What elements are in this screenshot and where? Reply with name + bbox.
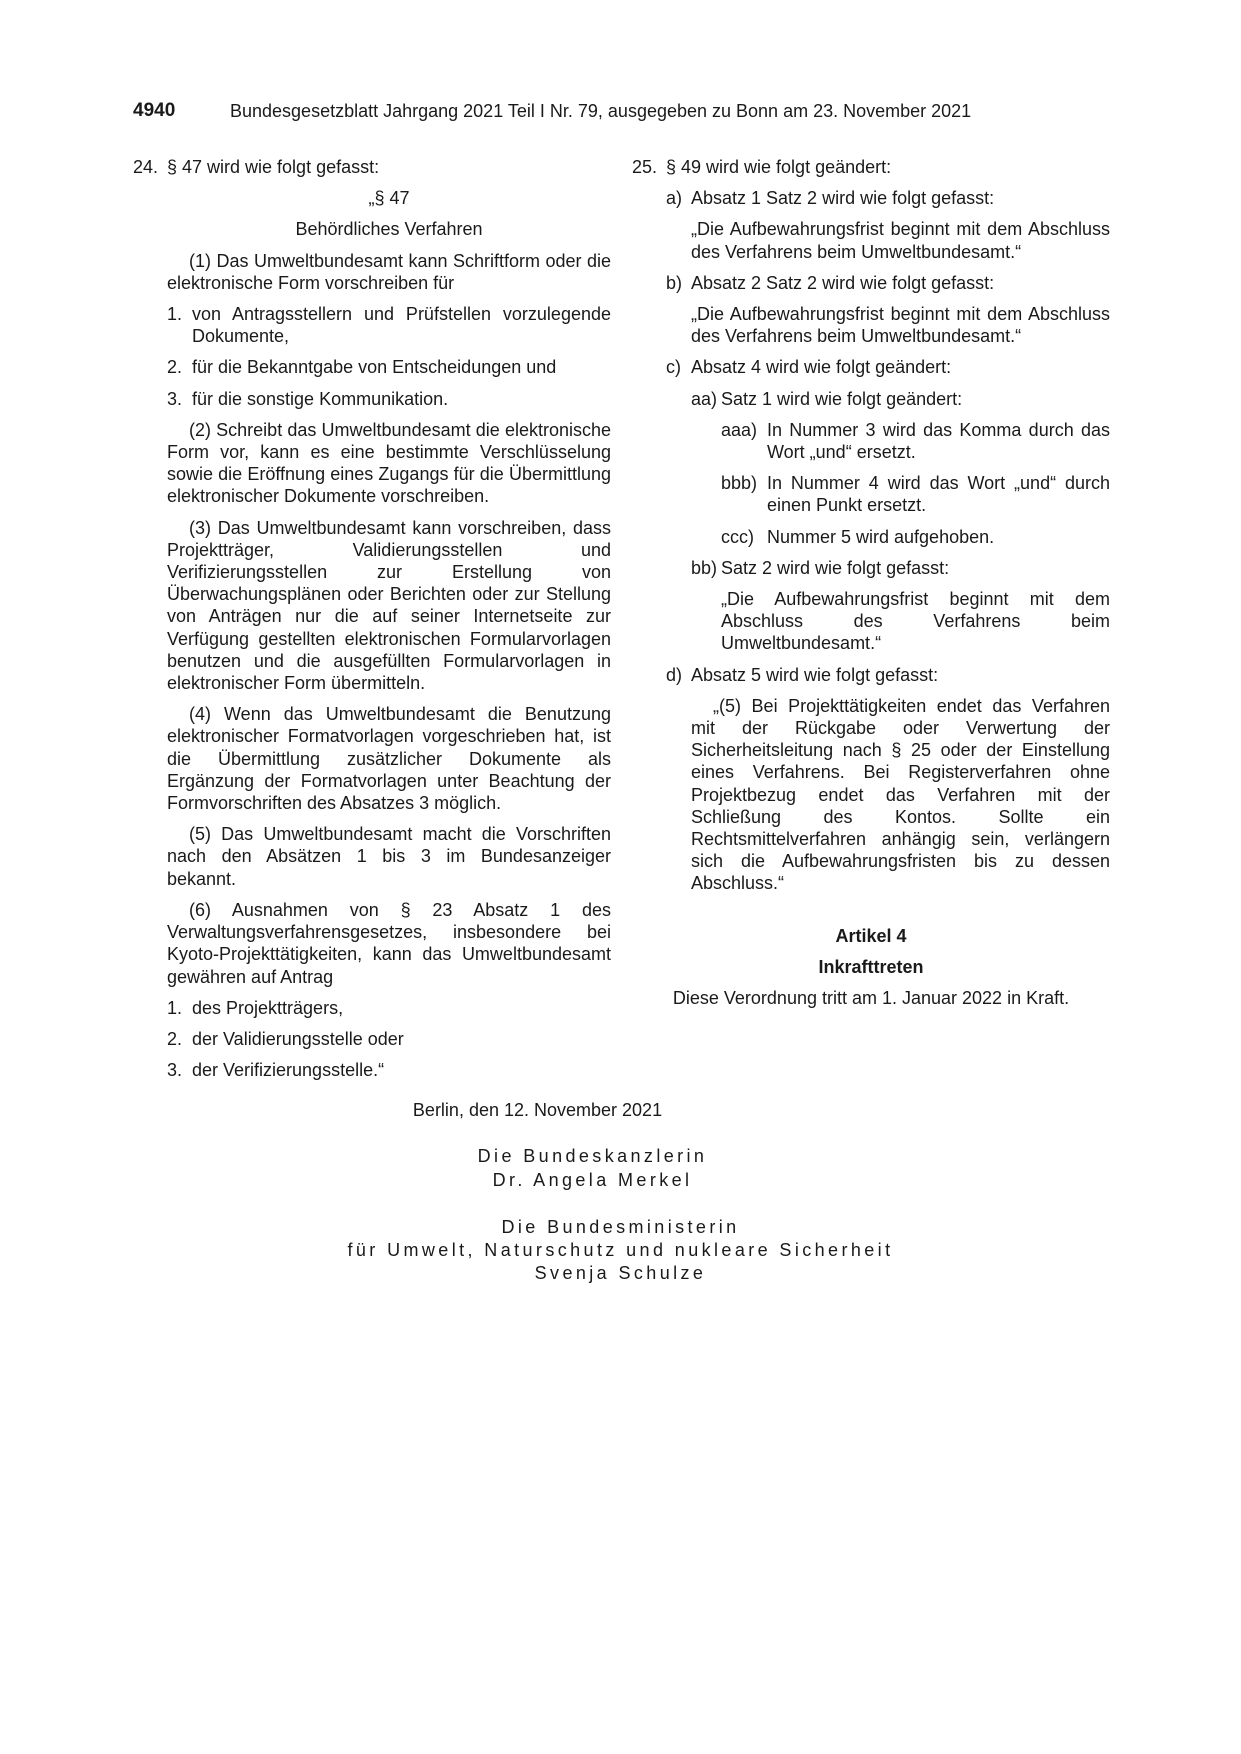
amendment-item-25 [632, 156, 1110, 178]
list-text: für die sonstige Kommunikation. [192, 388, 449, 409]
list-text: für die Bekanntgabe von Entscheidungen und [192, 357, 557, 378]
absatz-1: (1) Das Umweltbundesamt kann Schriftform oder die elektronische Form vorschreiben für [167, 250, 611, 293]
absatz-6: (6) Ausnahmen von § 23 Absatz 1 des Verwaltungsverfahrensgesetzes, insbesondere bei Kyoto-Projekttätigkeiten, kann das Umweltbundesamt gewähren auf Antrag [167, 899, 611, 987]
quote-a: „Die Aufbewahrungsfrist beginnt mit dem Abschluss des Verfahrens beim Umweltbundesamt.“ [691, 219, 1110, 262]
list-text: der Validierungsstelle oder [192, 1028, 404, 1049]
sub-item-bbb [632, 472, 1110, 516]
sub-item-letter: ccc) [721, 526, 754, 547]
quote-bb: „Die Aufbewahrungsfrist beginnt mit dem Abschluss des Verfahrens beim Umweltbundesamt.“ [721, 589, 1110, 654]
page-header [133, 100, 1013, 128]
sub-item-letter: b) [666, 272, 683, 293]
sub-item-aa [632, 388, 1110, 410]
list-item [167, 1059, 611, 1081]
sub-item-text: Satz 2 wird wie folgt gefasst: [721, 557, 950, 578]
absatz-3: (3) Das Umweltbundesamt kann vorschreiben, dass Projektträger, Validierungsstellen und Verifizierungsstellen zur Erstellung von Überwachungsplänen oder Berichten oder zur Stellung von Anträgen nur die auf seiner Internetseite zur Verfügung gestellten elektronischen Formularvorlagen benutzen und die ausgefüllten Formularvorlagen in elektronischer Form übermitteln. [167, 517, 611, 694]
sub-item-d [632, 664, 1110, 686]
list-number: 1. [167, 304, 183, 325]
sub-item-letter: bb) [691, 557, 718, 578]
sub-item-c [632, 356, 1110, 378]
sub-item-text: Absatz 5 wird wie folgt gefasst: [691, 664, 939, 685]
list-item [167, 1028, 611, 1050]
list-number: 3. [167, 1060, 183, 1081]
kanzlerin-name [55, 1170, 1130, 1191]
item-text: § 49 wird wie folgt geändert: [666, 157, 892, 177]
sub-item-letter: a) [666, 188, 683, 209]
place-date: Berlin, den 12. November 2021 [412, 1100, 663, 1120]
sub-item-letter: aaa) [721, 419, 758, 440]
sub-item-bb [632, 557, 1110, 579]
sub-item-text: Absatz 2 Satz 2 wird wie folgt gefasst: [691, 272, 995, 293]
sub-item-text: In Nummer 4 wird das Wort „und“ durch einen Punkt ersetzt. [767, 473, 1110, 516]
item-text: § 47 wird wie folgt gefasst: [167, 157, 380, 177]
amendment-item-24 [133, 156, 611, 178]
artikel-text: Diese Verordnung tritt am 1. Januar 2022 in Kraft. [672, 988, 1070, 1009]
list-item [167, 388, 611, 410]
sub-item-text: In Nummer 3 wird das Komma durch das Wort „und“ ersetzt. [767, 419, 1110, 463]
artikel-title: Inkrafttreten [818, 956, 924, 977]
paragraph-title: Behördliches Verfahren [295, 219, 483, 240]
artikel-heading: Artikel 4 [835, 925, 907, 946]
list-text: von Antragsstellern und Prüfstellen vorzulegende Dokumente, [192, 304, 611, 347]
quote-b: „Die Aufbewahrungsfrist beginnt mit dem Abschluss des Verfahrens beim Umweltbundesamt.“ [691, 304, 1110, 347]
item-number: 25. [632, 157, 658, 177]
list-item [167, 997, 611, 1019]
sub-item-letter: bbb) [721, 473, 758, 494]
list-number: 1. [167, 997, 183, 1018]
kanzlerin-title: Die Bundeskanzlerin [477, 1146, 708, 1166]
sub-item-a [632, 187, 1110, 209]
left-column [133, 156, 611, 1081]
absatz-5: (5) Das Umweltbundesamt macht die Vorschriften nach den Absätzen 1 bis 3 im Bundesanzeiger bekannt. [167, 824, 611, 889]
absatz-4: (4) Wenn das Umweltbundesamt die Benutzung elektronischer Formatvorlagen vorgeschrieben hat, ist die Übermittlung zusätzlicher Dokumente als Ergänzung der Formatvorlagen unter Beachtung der Formvorschriften des Absatzes 3 möglich. [167, 704, 611, 814]
sub-item-text: Absatz 4 wird wie folgt geändert: [691, 357, 952, 378]
sub-item-letter: aa) [691, 388, 718, 409]
ministerin-name: Svenja Schulze [534, 1263, 707, 1283]
running-title: Bundesgesetzblatt Jahrgang 2021 Teil I Nr. 79, ausgegeben zu Bonn am 23. November 2021 [230, 101, 972, 121]
list-text: des Projektträgers, [192, 997, 344, 1018]
list-item [167, 356, 611, 378]
sub-item-letter: c) [666, 357, 681, 378]
ministerin-title: Die Bundesministerin [501, 1217, 740, 1237]
kanzlerin-name-text: Dr. Angela Merkel [492, 1170, 693, 1190]
page-number: 4940 [133, 100, 176, 121]
sub-item-ccc [632, 526, 1110, 548]
sub-item-text: Nummer 5 wird aufgehoben. [767, 526, 995, 547]
list-number: 2. [167, 1028, 183, 1049]
sub-item-letter: d) [666, 664, 683, 685]
sub-item-text: Satz 1 wird wie folgt geändert: [721, 388, 963, 409]
list-text: der Verifizierungsstelle.“ [192, 1060, 385, 1081]
sub-item-b [632, 272, 1110, 294]
sub-item-text: Absatz 1 Satz 2 wird wie folgt gefasst: [691, 188, 995, 209]
right-column [632, 156, 1110, 1009]
list-number: 3. [167, 388, 183, 409]
item-number: 24. [133, 157, 159, 177]
list-number: 2. [167, 357, 183, 378]
absatz-2: (2) Schreibt das Umweltbundesamt die elektronische Form vor, kann es eine bestimmte Verschlüsselung sowie die Eröffnung eines Zugangs für die Übermittlung elektronischer Dokumente vorschreiben. [167, 419, 611, 507]
list-item [167, 303, 611, 347]
ministerin-office: für Umwelt, Naturschutz und nukleare Sicherheit [347, 1240, 894, 1260]
paragraph-heading: „§ 47 [368, 188, 410, 209]
sub-item-aaa [632, 419, 1110, 463]
quote-d: „(5) Bei Projekttätigkeiten endet das Verfahren mit der Rückgabe oder Verwertung der Sicherheitsleitung nach § 25 oder der Einstellung eines Verfahrens. Bei Registerverfahren ohne Projektbezug endet das Verfahren mit der Schließung des Kontos. Sollte ein Rechtsmittelverfahren anhängig sein, verlängern sich die Aufbewahrungsfristen bis zu dessen Abschluss.“ [691, 695, 1110, 894]
